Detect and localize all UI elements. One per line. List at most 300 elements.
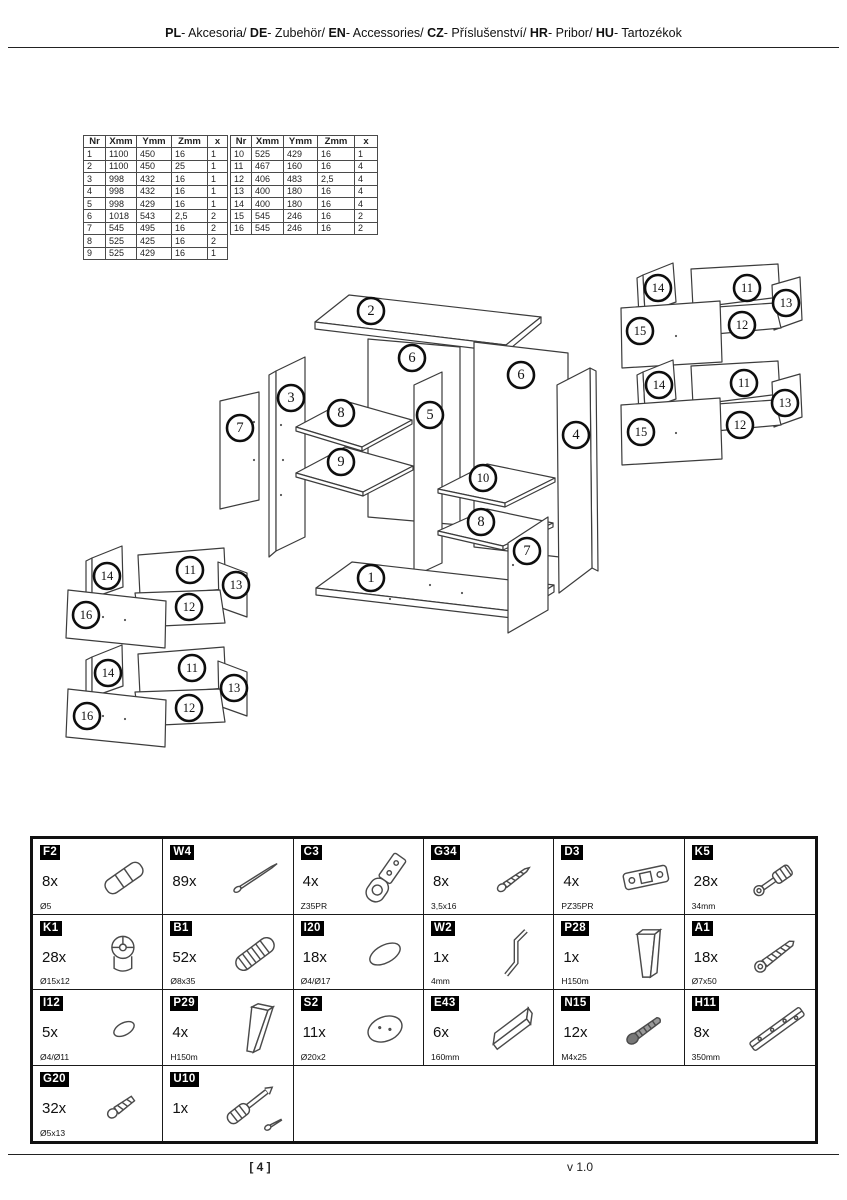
part-cell bbox=[33, 990, 163, 1066]
part-cell bbox=[554, 839, 684, 915]
spec-cell: 12 bbox=[231, 173, 252, 185]
part-quantity: 1x bbox=[432, 948, 449, 966]
spec-cell: 1 bbox=[84, 148, 106, 160]
spec-cell: 1018 bbox=[106, 210, 137, 222]
language-code: CZ bbox=[427, 26, 444, 40]
svg-text:4: 4 bbox=[572, 427, 580, 443]
spec-cell: 14 bbox=[231, 197, 252, 209]
part-quantity: 12x bbox=[563, 1024, 588, 1041]
drill-hole bbox=[124, 718, 126, 720]
spec-row bbox=[231, 197, 378, 209]
part-callout bbox=[179, 655, 205, 681]
part-callout bbox=[470, 465, 496, 491]
part-callout bbox=[73, 602, 99, 628]
spec-cell: 400 bbox=[252, 185, 284, 197]
spec-cell: 998 bbox=[106, 173, 137, 185]
spec-cell: 545 bbox=[106, 222, 137, 234]
spec-cell: 180 bbox=[284, 185, 318, 197]
spec-cell: 16 bbox=[318, 210, 355, 222]
spec-cell: 160 bbox=[284, 160, 318, 172]
svg-text:15: 15 bbox=[633, 324, 647, 338]
furniture-panel bbox=[269, 371, 276, 557]
part-size: M4x25 bbox=[561, 1051, 587, 1062]
part-quantity: 32x bbox=[42, 1099, 67, 1117]
part-quantity: 6x bbox=[432, 1024, 449, 1041]
spec-cell: 2 bbox=[355, 210, 378, 222]
spec-cell: 1 bbox=[208, 185, 228, 197]
svg-text:16: 16 bbox=[79, 608, 93, 622]
language-code: PL bbox=[165, 26, 182, 40]
spec-cell: 16 bbox=[231, 222, 252, 234]
drill-hole bbox=[282, 459, 284, 461]
spec-cell: 1 bbox=[208, 173, 228, 185]
drill-hole bbox=[102, 616, 104, 618]
version-label: v 1.0 bbox=[566, 1160, 593, 1174]
part-code-badge: I20 bbox=[301, 921, 324, 936]
spec-cell: 8 bbox=[84, 235, 106, 247]
spec-row bbox=[231, 173, 378, 185]
euro-screw-icon bbox=[91, 1077, 157, 1133]
spec-col-header: Xmm bbox=[106, 136, 137, 148]
part-code-badge: S2 bbox=[301, 996, 322, 1011]
part-size: 4mm bbox=[430, 976, 450, 986]
part-callout bbox=[731, 370, 757, 396]
svg-text:6: 6 bbox=[517, 367, 525, 383]
part-code-badge: K5 bbox=[692, 845, 714, 860]
svg-text:2: 2 bbox=[367, 303, 375, 319]
part-size: Z35PR bbox=[300, 900, 328, 911]
spec-col-header: Nr bbox=[231, 136, 252, 148]
part-code-badge: H11 bbox=[692, 996, 720, 1011]
spec-cell: 246 bbox=[284, 222, 318, 234]
spec-cell: 483 bbox=[284, 173, 318, 185]
spec-row bbox=[84, 235, 228, 247]
spec-cell: 16 bbox=[318, 197, 355, 209]
language-code: HU bbox=[595, 26, 614, 40]
leg-icon bbox=[613, 926, 679, 982]
drill-hole bbox=[124, 619, 126, 621]
spec-cell: 5 bbox=[84, 197, 106, 209]
spec-cell: 1 bbox=[208, 148, 228, 160]
part-callout bbox=[734, 275, 760, 301]
cover-disc-icon bbox=[352, 1001, 418, 1057]
dowel-connector-icon bbox=[91, 850, 157, 906]
spec-row bbox=[84, 222, 228, 234]
spec-cell: 9 bbox=[84, 247, 106, 259]
svg-text:11: 11 bbox=[737, 376, 751, 390]
part-callout bbox=[74, 703, 100, 729]
part-cell bbox=[424, 915, 554, 991]
part-cell bbox=[685, 990, 815, 1066]
language-code: EN bbox=[328, 26, 346, 40]
spec-cell: 545 bbox=[252, 210, 284, 222]
spec-col-header: x bbox=[208, 136, 228, 148]
spec-cell: 543 bbox=[137, 210, 172, 222]
spec-cell: 16 bbox=[172, 235, 208, 247]
part-callout bbox=[358, 565, 384, 591]
svg-text:8: 8 bbox=[337, 405, 345, 421]
part-callout bbox=[645, 275, 671, 301]
part-code-badge: U10 bbox=[170, 1072, 198, 1087]
furniture-panel bbox=[557, 368, 592, 593]
nail-icon bbox=[222, 850, 288, 906]
spec-cell: 25 bbox=[172, 160, 208, 172]
spec-header-row bbox=[84, 136, 228, 148]
svg-text:7: 7 bbox=[523, 543, 531, 559]
spec-cell: 16 bbox=[172, 148, 208, 160]
spec-cell: 406 bbox=[252, 173, 284, 185]
screwdriver-icon bbox=[222, 1077, 288, 1133]
spec-row bbox=[231, 160, 378, 172]
hinge-plate-icon bbox=[613, 850, 679, 906]
part-callout bbox=[358, 298, 384, 324]
part-size: Ø5 bbox=[40, 900, 52, 911]
spec-cell: 432 bbox=[137, 185, 172, 197]
spec-cell: 16 bbox=[172, 185, 208, 197]
part-quantity: 4x bbox=[302, 873, 319, 890]
part-quantity: 8x bbox=[432, 873, 449, 890]
part-callout bbox=[627, 318, 653, 344]
svg-text:7: 7 bbox=[236, 420, 244, 436]
spec-cell: 1100 bbox=[106, 160, 137, 172]
part-quantity: 28x bbox=[42, 948, 67, 966]
part-callout bbox=[176, 594, 202, 620]
spec-col-header: Zmm bbox=[318, 136, 355, 148]
spec-cell: 16 bbox=[172, 247, 208, 259]
spec-cell: 525 bbox=[252, 148, 284, 160]
spec-cell: 495 bbox=[137, 222, 172, 234]
spec-row bbox=[84, 173, 228, 185]
spec-cell: 400 bbox=[252, 197, 284, 209]
confirmat-screw-icon bbox=[744, 926, 810, 982]
spec-cell: 2 bbox=[208, 210, 228, 222]
machine-screw-icon bbox=[613, 1001, 679, 1057]
part-cell bbox=[163, 915, 293, 991]
spec-cell: 467 bbox=[252, 160, 284, 172]
panel-dimensions-table-2 bbox=[230, 135, 378, 235]
svg-text:14: 14 bbox=[651, 281, 665, 295]
language-code: HR bbox=[529, 26, 548, 40]
spec-cell: 2,5 bbox=[172, 210, 208, 222]
leg-angled-icon bbox=[222, 1001, 288, 1057]
page-number: [ 4 ] bbox=[249, 1160, 271, 1174]
part-cell bbox=[294, 990, 424, 1066]
spec-cell: 998 bbox=[106, 185, 137, 197]
spec-col-header: Xmm bbox=[252, 136, 284, 148]
spec-col-header: Ymm bbox=[284, 136, 318, 148]
part-code-badge: N15 bbox=[561, 996, 589, 1011]
part-quantity: 8x bbox=[693, 1024, 710, 1041]
spec-cell: 425 bbox=[137, 235, 172, 247]
svg-text:5: 5 bbox=[426, 407, 434, 423]
spec-cell: 4 bbox=[84, 185, 106, 197]
part-quantity: 28x bbox=[693, 873, 718, 890]
part-code-badge: B1 bbox=[170, 921, 192, 936]
part-code-badge: K1 bbox=[40, 921, 62, 936]
spec-row bbox=[231, 210, 378, 222]
part-code-badge: E43 bbox=[431, 996, 459, 1011]
profile-bar-icon bbox=[482, 1001, 548, 1057]
part-code-badge: I12 bbox=[40, 996, 63, 1011]
part-size: 350mm bbox=[691, 1051, 720, 1062]
spec-cell: 525 bbox=[106, 247, 137, 259]
spec-cell: 15 bbox=[231, 210, 252, 222]
drawer-slide-icon bbox=[744, 1001, 810, 1057]
spec-cell: 16 bbox=[318, 222, 355, 234]
spec-cell: 1 bbox=[208, 160, 228, 172]
drill-hole bbox=[675, 335, 677, 337]
spec-cell: 11 bbox=[231, 160, 252, 172]
part-size: Ø5x13 bbox=[40, 1128, 66, 1138]
part-size: Ø15x12 bbox=[40, 976, 70, 986]
spec-col-header: Ymm bbox=[137, 136, 172, 148]
svg-text:12: 12 bbox=[735, 318, 749, 332]
part-code-badge: F2 bbox=[40, 845, 60, 860]
part-code-badge: W2 bbox=[431, 921, 455, 936]
part-callout bbox=[773, 290, 799, 316]
part-callout bbox=[95, 660, 121, 686]
part-quantity: 1x bbox=[172, 1099, 189, 1117]
part-cell bbox=[33, 839, 163, 915]
part-size: 3,5x16 bbox=[430, 900, 457, 911]
part-code-badge: P29 bbox=[170, 996, 198, 1011]
part-callout bbox=[729, 312, 755, 338]
svg-text:8: 8 bbox=[477, 514, 485, 530]
spec-cell: 4 bbox=[355, 185, 378, 197]
part-cell bbox=[554, 990, 684, 1066]
spec-cell: 4 bbox=[355, 160, 378, 172]
part-size: Ø4/Ø17 bbox=[300, 976, 331, 986]
spec-cell: 10 bbox=[231, 148, 252, 160]
spec-col-header: Nr bbox=[84, 136, 106, 148]
drill-hole bbox=[512, 564, 514, 566]
parts-grid bbox=[30, 836, 818, 1144]
spec-cell: 432 bbox=[137, 173, 172, 185]
part-callout bbox=[94, 563, 120, 589]
part-size: H150m bbox=[561, 976, 589, 986]
spec-cell: 2 bbox=[208, 235, 228, 247]
spec-cell: 16 bbox=[318, 185, 355, 197]
part-callout bbox=[328, 449, 354, 475]
spec-cell: 1 bbox=[208, 197, 228, 209]
part-callout bbox=[508, 362, 534, 388]
svg-text:12: 12 bbox=[733, 418, 747, 432]
spec-cell: 450 bbox=[137, 148, 172, 160]
svg-text:14: 14 bbox=[100, 569, 114, 583]
part-code-badge: P28 bbox=[561, 921, 589, 936]
svg-text:3: 3 bbox=[287, 390, 295, 406]
spec-row bbox=[231, 222, 378, 234]
part-code-badge: G34 bbox=[431, 845, 460, 860]
part-quantity: 4x bbox=[563, 873, 580, 890]
spec-cell: 13 bbox=[231, 185, 252, 197]
part-callout bbox=[227, 415, 253, 441]
language-code: DE bbox=[249, 26, 268, 40]
parts-empty-cell bbox=[294, 1066, 815, 1142]
wood-dowel-icon bbox=[222, 926, 288, 982]
part-callout bbox=[417, 402, 443, 428]
svg-text:6: 6 bbox=[408, 350, 416, 366]
drill-hole bbox=[280, 494, 282, 496]
spec-header-row bbox=[231, 136, 378, 148]
part-callout bbox=[563, 422, 589, 448]
spec-col-header: Zmm bbox=[172, 136, 208, 148]
svg-text:9: 9 bbox=[337, 454, 345, 470]
part-callout bbox=[468, 509, 494, 535]
panel-dimensions-table-1 bbox=[83, 135, 228, 260]
part-quantity: 5x bbox=[42, 1024, 58, 1041]
spec-cell: 998 bbox=[106, 197, 137, 209]
spec-cell: 429 bbox=[137, 197, 172, 209]
svg-text:12: 12 bbox=[182, 701, 196, 715]
spec-cell: 4 bbox=[355, 173, 378, 185]
spec-cell: 2,5 bbox=[318, 173, 355, 185]
spec-cell: 4 bbox=[355, 197, 378, 209]
drill-hole bbox=[429, 584, 431, 586]
svg-text:1: 1 bbox=[367, 570, 375, 586]
spec-cell: 429 bbox=[137, 247, 172, 259]
part-size: Ø20x2 bbox=[300, 1051, 326, 1062]
svg-text:13: 13 bbox=[779, 296, 793, 310]
part-cell bbox=[33, 915, 163, 991]
svg-text:14: 14 bbox=[101, 666, 115, 680]
spec-cell: 429 bbox=[284, 148, 318, 160]
part-callout bbox=[177, 557, 203, 583]
part-size: PZ35PR bbox=[561, 900, 594, 911]
part-callout bbox=[221, 675, 247, 701]
spec-cell: 3 bbox=[84, 173, 106, 185]
spec-cell: 545 bbox=[252, 222, 284, 234]
spec-row bbox=[84, 210, 228, 222]
spec-cell: 2 bbox=[84, 160, 106, 172]
spec-cell: 16 bbox=[318, 148, 355, 160]
part-size: H150m bbox=[170, 1051, 198, 1062]
spec-cell: 16 bbox=[172, 173, 208, 185]
svg-text:11: 11 bbox=[183, 563, 197, 577]
allen-key-icon bbox=[482, 926, 548, 982]
part-quantity: 1x bbox=[563, 948, 580, 966]
part-cell bbox=[294, 915, 424, 991]
part-quantity: 89x bbox=[172, 873, 197, 890]
part-callout bbox=[278, 385, 304, 411]
svg-text:11: 11 bbox=[185, 661, 199, 675]
spec-cell: 6 bbox=[84, 210, 106, 222]
spec-cell: 246 bbox=[284, 210, 318, 222]
part-code-badge: A1 bbox=[692, 921, 714, 936]
svg-text:12: 12 bbox=[182, 600, 196, 614]
cover-cap-icon bbox=[352, 926, 418, 982]
drill-hole bbox=[461, 592, 463, 594]
part-size: Ø8x35 bbox=[170, 976, 196, 986]
part-callout bbox=[328, 400, 354, 426]
spec-cell: 2 bbox=[355, 222, 378, 234]
spec-cell: 1 bbox=[355, 148, 378, 160]
svg-text:13: 13 bbox=[227, 681, 241, 695]
spec-row bbox=[231, 148, 378, 160]
part-quantity: 52x bbox=[172, 948, 197, 966]
part-cell bbox=[33, 1066, 163, 1142]
spec-cell: 525 bbox=[106, 235, 137, 247]
drill-hole bbox=[675, 432, 677, 434]
part-size: Ø4/Ø11 bbox=[40, 1051, 70, 1062]
spec-cell: 16 bbox=[172, 222, 208, 234]
spec-row bbox=[84, 197, 228, 209]
part-size: 34mm bbox=[691, 900, 716, 911]
part-callout bbox=[727, 412, 753, 438]
part-size: 160mm bbox=[430, 1051, 460, 1062]
part-callout bbox=[628, 419, 654, 445]
header-rule bbox=[8, 47, 839, 48]
exploded-diagram bbox=[0, 255, 847, 775]
part-cell bbox=[424, 839, 554, 915]
svg-text:16: 16 bbox=[80, 709, 94, 723]
furniture-panel bbox=[220, 392, 259, 509]
part-size: Ø7x50 bbox=[691, 976, 717, 986]
part-cell bbox=[685, 839, 815, 915]
part-callout bbox=[399, 345, 425, 371]
part-cell bbox=[294, 839, 424, 915]
language-header: PL- Akcesoria/ DE- Zubehör/ EN- Accessories/ CZ- Příslušenství/ HR- Pribor/ HU- Tartozékok bbox=[165, 26, 682, 40]
cam-bolt-icon bbox=[744, 850, 810, 906]
svg-text:13: 13 bbox=[778, 396, 792, 410]
part-quantity: 18x bbox=[693, 948, 718, 966]
spec-col-header: x bbox=[355, 136, 378, 148]
part-cell bbox=[163, 1066, 293, 1142]
part-quantity: 11x bbox=[302, 1024, 326, 1041]
svg-text:11: 11 bbox=[740, 281, 754, 295]
part-quantity: 8x bbox=[42, 873, 58, 890]
screw-icon bbox=[482, 850, 548, 906]
drill-hole bbox=[280, 424, 282, 426]
part-cell bbox=[424, 990, 554, 1066]
part-cell bbox=[163, 990, 293, 1066]
spec-cell: 2 bbox=[208, 222, 228, 234]
part-callout bbox=[646, 372, 672, 398]
footer-rule bbox=[8, 1154, 839, 1155]
part-cell bbox=[554, 915, 684, 991]
spec-cell: 1100 bbox=[106, 148, 137, 160]
part-cell bbox=[685, 915, 815, 991]
spec-row bbox=[84, 148, 228, 160]
spec-row bbox=[84, 160, 228, 172]
spec-cell: 180 bbox=[284, 197, 318, 209]
svg-text:15: 15 bbox=[634, 425, 648, 439]
spec-row bbox=[84, 185, 228, 197]
drill-hole bbox=[253, 459, 255, 461]
cover-cap-small-icon bbox=[91, 1001, 157, 1057]
part-callout bbox=[514, 538, 540, 564]
cam-lock-icon bbox=[91, 926, 157, 982]
part-quantity: 4x bbox=[172, 1024, 189, 1041]
part-code-badge: C3 bbox=[301, 845, 323, 860]
drill-hole bbox=[102, 715, 104, 717]
drill-hole bbox=[389, 598, 391, 600]
spec-cell: 16 bbox=[172, 197, 208, 209]
part-callout bbox=[223, 572, 249, 598]
part-code-badge: D3 bbox=[561, 845, 583, 860]
part-quantity: 18x bbox=[302, 948, 327, 966]
svg-text:13: 13 bbox=[229, 578, 243, 592]
spec-cell: 7 bbox=[84, 222, 106, 234]
part-code-badge: W4 bbox=[170, 845, 194, 860]
part-code-badge: G20 bbox=[40, 1072, 69, 1087]
spec-cell: 1 bbox=[208, 247, 228, 259]
spec-row bbox=[231, 185, 378, 197]
spec-cell: 16 bbox=[318, 160, 355, 172]
part-callout bbox=[772, 390, 798, 416]
part-cell bbox=[163, 839, 293, 915]
svg-text:14: 14 bbox=[652, 378, 666, 392]
